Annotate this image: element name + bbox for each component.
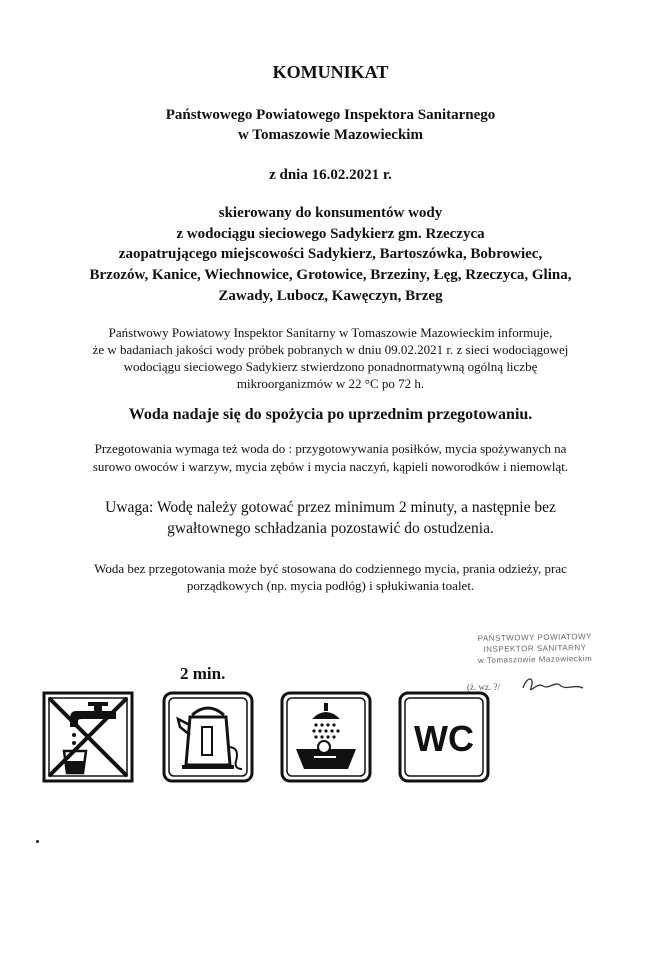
- other-uses-line: Woda bez przegotowania może być stosowana do codziennego mycia, prania odzieży, prac: [94, 561, 567, 576]
- warning-line: Uwaga: Wodę należy gotować przez minimum 2 minuty, a następnie bez: [105, 499, 556, 516]
- information-line: mikroorganizmów w 22 °C po 72 h.: [236, 376, 425, 391]
- addressee-line: zaopatrującego miejscowości Sadykierz, Bartoszówka, Bobrowiec,: [118, 246, 543, 262]
- information-line: że w badaniach jakości wody próbek pobranych w dniu 09.02.2021 r. z sieci wodociągowej: [92, 342, 569, 357]
- notice-date: z dnia 16.02.2021 r.: [269, 167, 392, 183]
- signature-prefix: (ż. wz. ?/: [467, 682, 500, 692]
- authority-name: Państwowego Powiatowego Inspektora Sanitarnego: [165, 107, 496, 123]
- addressee-line: Zawady, Lubocz, Kawęczyn, Brzeg: [218, 288, 443, 304]
- warning-line: gwałtownego schładzania pozostawić do ostudzenia.: [167, 520, 494, 537]
- kettle-icon: [162, 691, 254, 783]
- addressee-line: z wodociągu sieciowego Sadykierz gm. Rzeczyca: [176, 226, 485, 242]
- speck: [36, 840, 39, 843]
- authority-location: w Tomaszowie Mazowieckim: [238, 127, 423, 143]
- stamp-line: PAŃSTWOWY POWIATOWY: [477, 632, 593, 643]
- boiling-required-line: Przegotowania wymaga też woda do : przygotowywania posiłków, mycia spożywanych na: [94, 441, 567, 456]
- boiling-required-line: surowo owoców i warzyw, mycia zębów i mycia naczyń, kąpieli noworodków i niemowląt.: [92, 459, 569, 474]
- addressee-line: skierowany do konsumentów wody: [218, 205, 443, 221]
- official-stamp: [445, 630, 626, 666]
- shower-bath-icon: [280, 691, 372, 783]
- boil-time-label: 2 min.: [180, 664, 226, 683]
- stamp-line: INSPEKTOR SANITARNY: [483, 643, 587, 654]
- addressee-line: Brzozów, Kanice, Wiechnowice, Grotowice, Brzeziny, Łęg, Rzeczyca, Glina,: [89, 267, 572, 283]
- information-line: wodociągu sieciowego Sadykierz stwierdzono ponadnormatywną ogólną liczbę: [123, 359, 538, 374]
- stamp-line: w Tomaszowie Mazowieckim: [478, 654, 593, 665]
- wc-label: WC: [414, 718, 474, 759]
- main-statement: Woda nadaje się do spożycia po uprzednim przegotowaniu.: [128, 406, 533, 423]
- no-tap-water-icon: [42, 691, 134, 783]
- other-uses-line: porządkowych (np. mycia podłóg) i spłukiwania toalet.: [186, 578, 475, 593]
- wc-icon: [398, 691, 490, 783]
- information-line: Państwowy Powiatowy Inspektor Sanitarny w Tomaszowie Mazowieckim informuje,: [108, 325, 553, 340]
- notice-title: KOMUNIKAT: [272, 62, 389, 82]
